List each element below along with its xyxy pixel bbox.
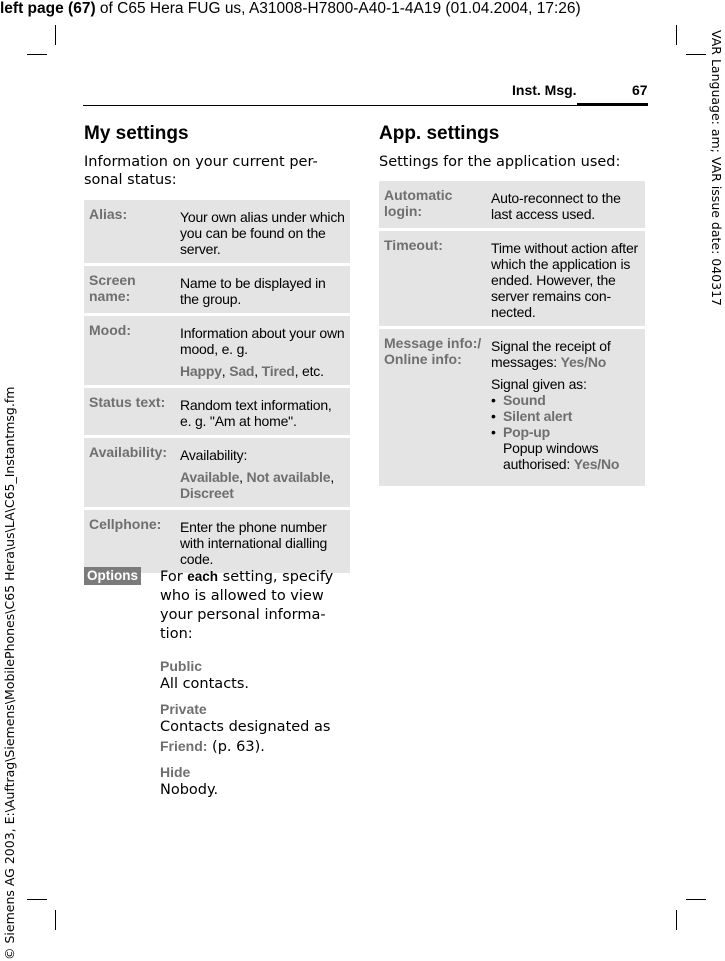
app-settings-intro: Settings for the application used: xyxy=(379,154,621,170)
private-desc-pre: Contacts designated as xyxy=(160,719,331,735)
table-row xyxy=(84,266,350,313)
row-key: Screen name: xyxy=(84,266,175,313)
copyright-path-note: © Siemens AG 2003, E:\Auftrag\Siemens\MobilePhones\C65 Hera\us\LA\C65_Instantmsg.fm xyxy=(2,386,17,960)
page-number: 67 xyxy=(632,82,648,98)
row-value: Time without action after which the application is ended. However, the server remains con-nected. xyxy=(486,231,645,326)
table-row xyxy=(379,329,645,486)
my-settings-heading: My settings xyxy=(84,123,189,144)
row-value: Name to be displayed in the group. xyxy=(175,266,350,313)
crop-mark xyxy=(27,899,47,900)
app-settings-heading: App. settings xyxy=(379,123,500,144)
print-header-bold: left page (67) xyxy=(0,0,96,17)
visibility-desc-hide: Nobody. xyxy=(160,782,219,798)
options-softkey-badge: Options xyxy=(84,567,141,585)
availability-option-available: Available xyxy=(180,469,240,485)
var-language-note: VAR Language: am; VAR issue date: 040317 xyxy=(709,30,724,306)
row-key: Cellphone: xyxy=(84,510,175,573)
crop-mark xyxy=(676,25,677,45)
options-text-post: setting, specify who is allowed to view your personal informa-tion: xyxy=(160,569,334,642)
options-text-bold: each xyxy=(187,569,219,584)
print-header-rest: of C65 Hera FUG us, A31008-H7800-A40-1-4A19 (01.04.2004, 17:26) xyxy=(95,0,581,17)
row-key: Status text: xyxy=(84,388,175,435)
visibility-options-list xyxy=(160,657,350,800)
row-value: Auto-reconnect to the last access used. xyxy=(486,181,645,228)
mood-description: Information about your own mood, e. g. xyxy=(180,325,345,357)
signal-given-as: Signal given as: xyxy=(491,376,587,392)
crop-mark xyxy=(27,54,47,55)
table-row xyxy=(84,510,350,573)
row-key: Alias: xyxy=(84,200,175,263)
row-value: Random text information, e. g. "Am at home". xyxy=(175,388,350,435)
running-header xyxy=(83,78,648,108)
availability-description: Availability: xyxy=(180,447,248,463)
bullet-dot: • xyxy=(491,408,496,424)
bullet-popup: Pop-up xyxy=(503,424,551,440)
bullet-dot: • xyxy=(491,424,496,440)
list-item xyxy=(491,424,641,472)
popup-text: Popup windows authorised: xyxy=(503,440,599,472)
options-text-pre: For xyxy=(160,569,188,585)
row-key: Automatic login: xyxy=(379,181,486,228)
visibility-desc-private xyxy=(160,718,350,757)
mood-option-happy: Happy xyxy=(180,363,222,379)
visibility-term-hide: Hide xyxy=(160,764,191,780)
mood-options-suffix: , etc. xyxy=(294,363,324,379)
section-title: Inst. Msg. xyxy=(512,82,577,98)
row-value xyxy=(175,438,350,507)
row-value: Enter the phone number with international dialling code. xyxy=(175,510,350,573)
table-row xyxy=(84,438,350,507)
row-key: Availability: xyxy=(84,438,175,507)
visibility-desc-public: All contacts. xyxy=(160,676,250,692)
header-rule xyxy=(83,105,648,106)
table-row xyxy=(84,388,350,435)
table-row xyxy=(84,316,350,385)
table-row xyxy=(379,181,645,228)
my-settings-table xyxy=(84,197,350,576)
availability-options: Available, Not available, Discreet xyxy=(180,469,335,501)
private-desc-post: (p. 63). xyxy=(207,739,265,755)
mood-options: Happy, Sad, Tired, etc. xyxy=(180,363,324,379)
crop-mark xyxy=(55,25,56,45)
popup-yes-no: Yes/No xyxy=(573,456,620,472)
visibility-term-public: Public xyxy=(160,658,203,674)
bullet-sound: Sound xyxy=(503,392,546,408)
private-desc-term: Friend: xyxy=(160,738,208,754)
availability-option-discreet: Discreet xyxy=(180,485,234,501)
popup-description xyxy=(503,440,641,472)
crop-mark xyxy=(676,910,677,930)
row-value xyxy=(175,316,350,385)
mood-option-sad: Sad xyxy=(229,363,255,379)
mood-option-tired: Tired xyxy=(261,363,295,379)
my-settings-intro: Information on your current per-sonal status: xyxy=(84,154,318,188)
options-description xyxy=(160,567,350,644)
availability-option-not-available: Not available xyxy=(246,469,331,485)
bullet-silent-alert: Silent alert xyxy=(503,408,573,424)
bullet-dot: • xyxy=(491,392,496,408)
signal-yes-no: Yes/No xyxy=(560,354,607,370)
signal-text: Signal the receipt of messages: xyxy=(491,338,611,370)
crop-mark xyxy=(686,899,706,900)
table-row xyxy=(379,231,645,326)
row-value: Your own alias under which you can be found on the server. xyxy=(175,200,350,263)
row-key: Message info:/ Online info: xyxy=(379,329,486,486)
visibility-term-private: Private xyxy=(160,701,207,717)
print-header-line xyxy=(0,0,725,22)
row-key: Mood: xyxy=(84,316,175,385)
row-key: Timeout: xyxy=(379,231,486,326)
message-info-signal xyxy=(491,338,641,370)
crop-mark xyxy=(686,54,706,55)
row-value xyxy=(486,329,645,486)
app-settings-table xyxy=(379,178,645,489)
crop-mark xyxy=(55,910,56,930)
header-rule-accent xyxy=(577,103,648,106)
table-row xyxy=(84,200,350,263)
list-item xyxy=(491,392,641,408)
list-item xyxy=(491,408,641,424)
